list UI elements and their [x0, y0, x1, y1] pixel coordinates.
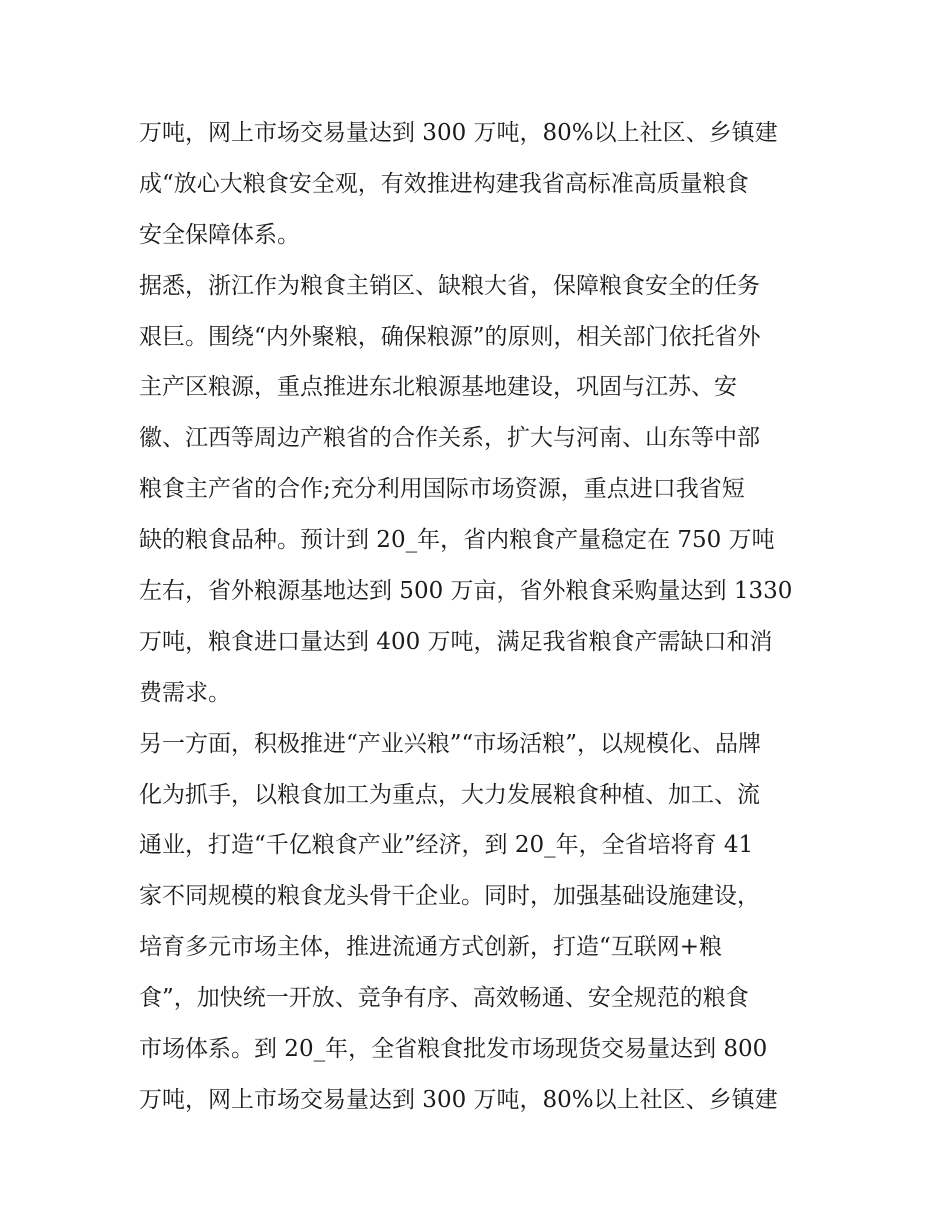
text-line: 培育多元市场主体，推进流通方式创新，打造“互联网+粮 [139, 934, 723, 961]
text-line: 主产区粮源，重点推进东北粮源基地建设，巩固与江苏、安 [139, 374, 737, 401]
body-text [139, 108, 819, 1126]
text-line: 费需求。 [139, 679, 231, 706]
text-line: 万吨，网上市场交易量达到 300 万吨，80%以上社区、乡镇建 [139, 1086, 778, 1113]
text-line: 食”，加快统一开放、竞争有序、高效畅通、安全规范的粮食 [139, 985, 749, 1012]
text-line: 通业，打造“千亿粮食产业”经济，到 20_年，全省培将育 41 [139, 832, 754, 859]
text-line: 市场体系。到 20_年，全省粮食批发市场现货交易量达到 800 [139, 1036, 768, 1063]
text-line: 艰巨。围绕“内外聚粮，确保粮源”的原则，相关部门依托省外 [139, 323, 761, 350]
text-line: 缺的粮食品种。预计到 20_年，省内粮食产量稳定在 750 万吨 [139, 527, 775, 554]
text-line: 另一方面，积极推进“产业兴粮”“市场活粮”，以规模化、品牌 [139, 730, 762, 757]
text-line: 万吨，粮食进口量达到 400 万吨，满足我省粮食产需缺口和消 [139, 628, 773, 655]
text-line: 成“放心大粮食安全观，有效推进构建我省高标准高质量粮食 [139, 170, 749, 197]
text-line: 左右，省外粮源基地达到 500 万亩，省外粮食采购量达到 1330 [139, 578, 793, 605]
text-line: 化为抓手，以粮食加工为重点，大力发展粮食种植、加工、流 [139, 781, 760, 808]
text-line: 据悉，浙江作为粮食主销区、缺粮大省，保障粮食安全的任务 [139, 272, 760, 299]
text-line: 徽、江西等周边产粮省的合作关系，扩大与河南、山东等中部 [139, 425, 760, 452]
text-line: 家不同规模的粮食龙头骨干企业。同时，加强基础设施建设， [139, 883, 760, 910]
text-line: 安全保障体系。 [139, 221, 300, 248]
text-line: 万吨，网上市场交易量达到 300 万吨，80%以上社区、乡镇建 [139, 120, 778, 146]
text-line: 粮食主产省的合作;充分利用国际市场资源，重点进口我省短 [139, 476, 745, 503]
